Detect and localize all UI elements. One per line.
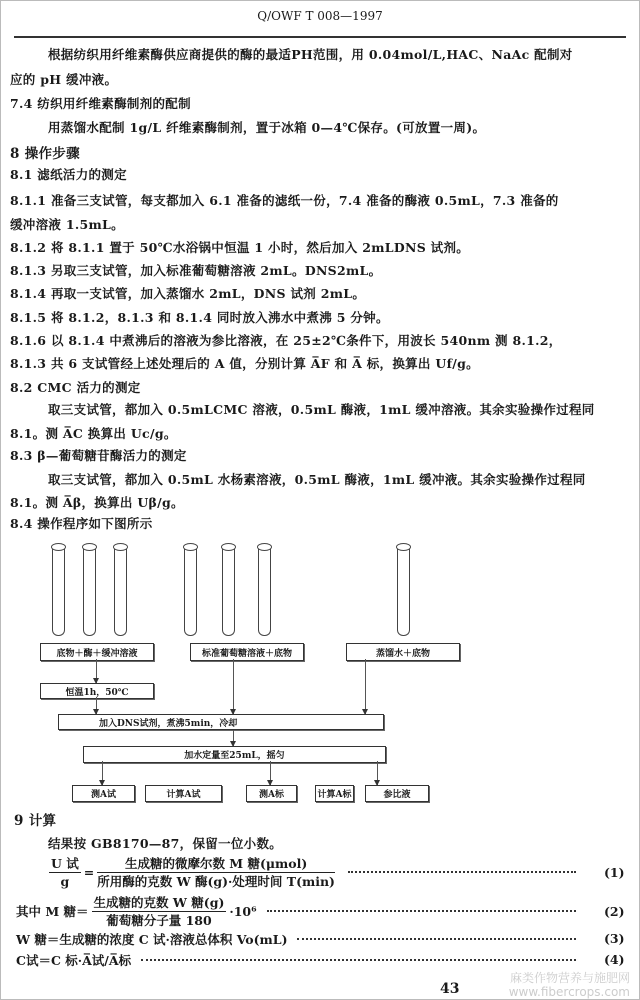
paragraph-line: 8.1.2 将 8.1.1 置于 50℃水浴锅中恒温 1 小时，然后加入 2mLDNS 试剂。 <box>10 240 470 255</box>
eq3: W 糖＝生成糖的浓度 C 试·溶液总体积 Vo(mL) <box>16 932 288 947</box>
eq4: C试＝C 标·A̅试/A̅标 <box>16 953 132 968</box>
box-substrate-enzyme-buffer: 底物＋酶＋缓冲溶液 <box>40 643 154 661</box>
arrow <box>270 761 271 785</box>
test-tube-icon <box>114 547 127 636</box>
section-heading: 8.3 β—葡萄糖苷酶活力的测定 <box>10 448 187 463</box>
test-tube-icon <box>184 547 197 636</box>
arrow <box>96 659 97 683</box>
box-dilute: 加水定量至25mL，摇匀 <box>83 746 386 763</box>
box-calc-a-test: 计算A试 <box>145 785 222 802</box>
eq1-number: (1) <box>604 865 625 880</box>
leader-dots <box>141 959 576 961</box>
arrow <box>365 659 366 714</box>
header-rule <box>14 36 626 38</box>
eq2-fraction <box>92 894 227 929</box>
paragraph-line: 8.1.6 以 8.1.4 中煮沸后的溶液为参比溶液，在 25±2℃条件下，用波长 540nm 测 8.1.2， <box>10 333 562 348</box>
test-tube-icon <box>397 547 410 636</box>
eq1-lhs <box>49 855 81 890</box>
box-measure-a-std: 测A标 <box>246 785 297 802</box>
leader-dots <box>348 871 576 873</box>
eq1-den: 所用酶的克数 W 酶(g)·处理时间 T(min) <box>97 873 335 889</box>
section-heading: 8.4 操作程序如下图所示 <box>10 516 153 531</box>
eq3-number: (3) <box>604 931 625 946</box>
document-header: Q/OWF T 008—1997 <box>257 9 383 23</box>
arrow <box>377 761 378 785</box>
eq1-num: 生成糖的微摩尔数 M 糖(μmol) <box>97 855 335 873</box>
box-standard-glucose: 标准葡萄糖溶液＋底物 <box>190 643 304 661</box>
paragraph-line: 8.1。测 A̅C 换算出 Uc/g。 <box>10 426 177 441</box>
section-heading: 8 操作步骤 <box>10 146 80 162</box>
section-heading: 8.2 CMC 活力的测定 <box>10 380 141 395</box>
section-heading: 9 计算 <box>14 813 57 829</box>
watermark-text: 麻类作物营养与施肥网 <box>509 971 630 985</box>
section-heading: 8.1 滤纸活力的测定 <box>10 167 127 182</box>
equation-1 <box>46 854 586 890</box>
test-tube-icon <box>258 547 271 636</box>
paragraph-line: 应的 pH 缓冲液。 <box>10 72 118 87</box>
paragraph-line: 8.1.3 另取三支试管，加入标准葡萄糖溶液 2mL。DNS2mL。 <box>10 263 382 278</box>
box-distilled-water: 蒸馏水＋底物 <box>346 643 460 661</box>
eq4-number: (4) <box>604 952 625 967</box>
watermark-url: www.fibercrops.com <box>508 985 630 999</box>
box-calc-a-std: 计算A标 <box>315 785 354 802</box>
leader-dots <box>267 910 576 912</box>
section-heading: 7.4 纺织用纤维素酶制剂的配制 <box>10 96 191 111</box>
paragraph-line: 8.1.5 将 8.1.2，8.1.3 和 8.1.4 同时放入沸水中煮沸 5 分钟。 <box>10 310 389 325</box>
arrow <box>233 730 234 746</box>
paragraph-line: 根据纺织用纤维素酶供应商提供的酶的最适PH范围，用 0.04mol/L,HAC、NaAc 配制对 <box>48 47 573 62</box>
paragraph-line: 取三支试管，都加入 0.5mLCMC 溶液，0.5mL 酶液，1mL 缓冲溶液。其余实验操作过程同 <box>48 402 595 417</box>
arrow <box>233 659 234 714</box>
paragraph-line: 8.1。测 A̅β，换算出 Uβ/g。 <box>10 495 184 510</box>
paragraph-line: 结果按 GB8170—87，保留一位小数。 <box>48 836 283 851</box>
paragraph-line: 8.1.3 共 6 支试管经上述处理后的 A 值，分别计算 A̅F 和 A̅ 标，换算出 Uf/g。 <box>10 356 479 371</box>
page-number: 43 <box>440 981 460 997</box>
eq2-den: 葡萄糖分子量 180 <box>106 912 212 928</box>
box-measure-a-test: 测A试 <box>72 785 135 802</box>
arrow <box>102 761 103 785</box>
box-incubate: 恒温1h，50℃ <box>40 683 154 699</box>
equals-sign: = <box>83 864 95 880</box>
eq1-lhs-den: g <box>60 873 70 889</box>
test-tube-icon <box>52 547 65 636</box>
eq2-num: 生成糖的克数 W 糖(g) <box>93 894 225 910</box>
paragraph-line: 取三支试管，都加入 0.5mL 水杨素溶液，0.5mL 酶液，1mL 缓冲液。其余实验操作过程同 <box>48 472 586 487</box>
equation-4 <box>16 951 586 969</box>
eq2-number: (2) <box>604 904 625 919</box>
paragraph-line: 8.1.4 再取一支试管，加入蒸馏水 2mL，DNS 试剂 2mL。 <box>10 286 366 301</box>
test-tube-icon <box>222 547 235 636</box>
eq2-prefix: 其中 M 糖＝ <box>16 904 89 919</box>
leader-dots <box>297 938 576 940</box>
eq1-lhs-num: U 试 <box>51 855 79 871</box>
arrow <box>96 697 97 714</box>
eq1-fraction <box>97 855 335 890</box>
box-reference: 参比液 <box>365 785 429 802</box>
test-tube-icon <box>83 547 96 636</box>
paragraph-line: 缓冲溶液 1.5mL。 <box>10 217 124 232</box>
paragraph-line: 用蒸馏水配制 1g/L 纤维素酶制剂，置于冰箱 0—4℃保存。(可放置一周)。 <box>48 120 486 135</box>
equation-2 <box>16 893 586 929</box>
eq2-suffix: ·10⁶ <box>229 903 257 919</box>
equation-3 <box>16 930 586 948</box>
paragraph-line: 8.1.1 准备三支试管，每支都加入 6.1 准备的滤纸一份，7.4 准备的酶液 0.5mL，7.3 准备的 <box>10 193 559 208</box>
box-dns: 加入DNS试剂，煮沸5min，冷却 <box>58 714 384 730</box>
